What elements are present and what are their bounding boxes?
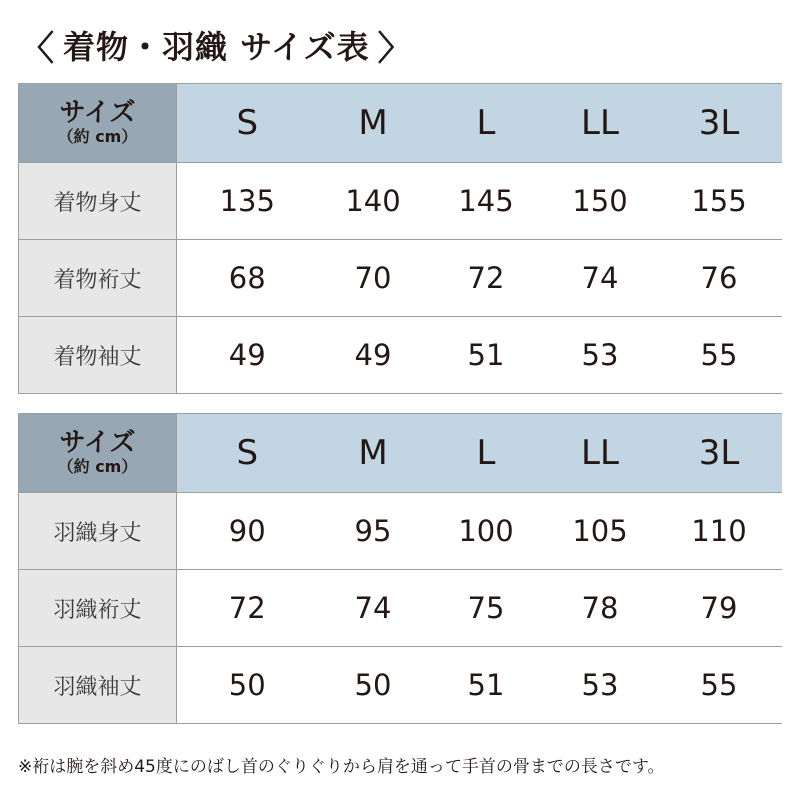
- size-header-unit: （約 cm）: [57, 457, 138, 476]
- page-title-text: 着物・羽織 サイズ表: [63, 28, 370, 66]
- row-label: 着物袖丈: [19, 317, 177, 394]
- table-cell: 68: [177, 240, 318, 317]
- table-cell: 75: [429, 570, 544, 647]
- table-cell: 150: [544, 163, 657, 240]
- table-cell: 72: [429, 240, 544, 317]
- size-column-l: L: [429, 414, 544, 493]
- haori-size-table: [18, 413, 782, 724]
- footnote: ※裄は腕を斜め45度にのばし首のぐりぐりから肩を通って手首の骨までの長さです。: [18, 757, 665, 777]
- row-label: 着物身丈: [19, 163, 177, 240]
- size-header-label: [19, 414, 177, 493]
- size-header-label: [19, 84, 177, 163]
- right-bracket: 〉: [377, 28, 413, 69]
- table-cell: 110: [657, 493, 782, 570]
- size-column-3l: 3L: [657, 84, 782, 163]
- table-cell: 51: [429, 647, 544, 724]
- table-cell: 53: [544, 647, 657, 724]
- table-cell: 74: [544, 240, 657, 317]
- size-header-unit: （約 cm）: [57, 127, 138, 146]
- table-cell: 155: [657, 163, 782, 240]
- page-title: [20, 22, 413, 68]
- size-column-m: M: [318, 414, 429, 493]
- table-cell: 51: [429, 317, 544, 394]
- row-label: 羽織裄丈: [19, 570, 177, 647]
- table-cell: 76: [657, 240, 782, 317]
- table-cell: 49: [318, 317, 429, 394]
- table-cell: 95: [318, 493, 429, 570]
- table-cell: 78: [544, 570, 657, 647]
- table-row: [19, 570, 782, 647]
- size-column-m: M: [318, 84, 429, 163]
- table-cell: 50: [318, 647, 429, 724]
- size-header-title: サイズ: [59, 98, 136, 128]
- size-header-title: サイズ: [59, 428, 136, 458]
- table-cell: 140: [318, 163, 429, 240]
- table-cell: 55: [657, 647, 782, 724]
- row-label: 羽織身丈: [19, 493, 177, 570]
- table-row: [19, 317, 782, 394]
- table-header-row: [19, 84, 782, 163]
- table-cell: 49: [177, 317, 318, 394]
- table-row: [19, 240, 782, 317]
- row-label: 着物裄丈: [19, 240, 177, 317]
- table-row: [19, 163, 782, 240]
- size-column-3l: 3L: [657, 414, 782, 493]
- row-label: 羽織袖丈: [19, 647, 177, 724]
- size-column-l: L: [429, 84, 544, 163]
- table-row: [19, 647, 782, 724]
- kimono-size-table: [18, 83, 782, 394]
- size-column-s: S: [177, 414, 318, 493]
- table-cell: 145: [429, 163, 544, 240]
- table-cell: 135: [177, 163, 318, 240]
- table-cell: 74: [318, 570, 429, 647]
- table-row: [19, 493, 782, 570]
- table-cell: 72: [177, 570, 318, 647]
- left-bracket: 〈: [20, 28, 55, 69]
- size-column-s: S: [177, 84, 318, 163]
- size-column-ll: LL: [544, 414, 657, 493]
- table-cell: 50: [177, 647, 318, 724]
- table-cell: 79: [657, 570, 782, 647]
- table-cell: 90: [177, 493, 318, 570]
- table-cell: 100: [429, 493, 544, 570]
- table-cell: 105: [544, 493, 657, 570]
- size-column-ll: LL: [544, 84, 657, 163]
- table-cell: 53: [544, 317, 657, 394]
- table-header-row: [19, 414, 782, 493]
- table-cell: 55: [657, 317, 782, 394]
- table-cell: 70: [318, 240, 429, 317]
